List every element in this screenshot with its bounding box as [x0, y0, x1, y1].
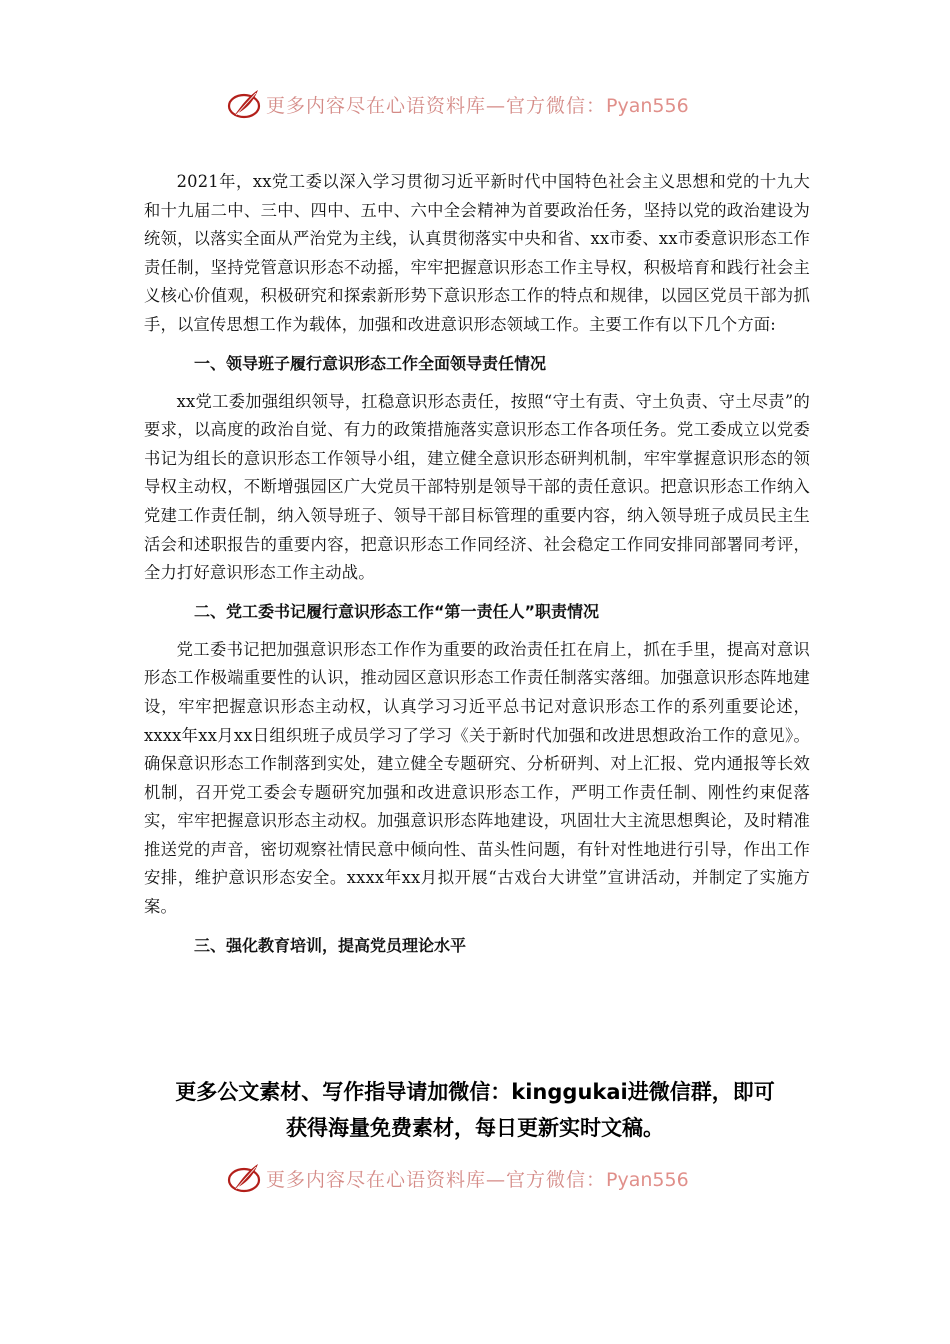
document-body: [144, 168, 810, 970]
feather-quill-icon: [226, 1160, 262, 1196]
watermark-header: [226, 84, 689, 124]
watermark-footer: [226, 1158, 689, 1198]
watermark-wechat-id: Pyan556: [606, 1168, 689, 1191]
feather-quill-icon: [226, 86, 262, 122]
watermark-wechat-id: Pyan556: [606, 94, 689, 117]
promo-line-2: 获得海量免费素材，每日更新实时文稿。: [286, 1116, 664, 1140]
promo-notice: [100, 1074, 850, 1146]
section-1-body: xx党工委加强组织领导，扛稳意识形态责任，按照“守土有责、守土负责、守土尽责”的要求，以高度的政治自觉、有力的政策措施落实意识形态工作各项任务。党工委成立以党委书记为组长的意识形态工作领导小组，建立健全意识形态研判机制，牢牢掌握意识形态的领导权主动权，不断增强园区广大党员干部特别是领导干部的责任意识。把意识形态工作纳入党建工作责任制，纳入领导班子、领导干部目标管理的重要内容，纳入领导班子成员民主生活会和述职报告的重要内容，把意识形态工作同经济、社会稳定工作同安排同部署同考评，全力打好意识形态工作主动战。: [144, 391, 810, 583]
section-2-heading: 二、党工委书记履行意识形态工作“第一责任人”职责情况: [194, 601, 600, 621]
promo-line-1: 更多公文素材、写作指导请加微信：kinggukai进微信群，即可: [175, 1080, 775, 1104]
watermark-text: 更多内容尽在心语资料库—官方微信：Pyan556: [266, 1168, 689, 1191]
intro-paragraph: 2021年，xx党工委以深入学习贯彻习近平新时代中国特色社会主义思想和党的十九大和十九届二中、三中、四中、五中、六中全会精神为首要政治任务，坚持以党的政治建设为统领，以落实全面从严治党为主线，认真贯彻落实中央和省、xx市委、xx市委意识形态工作责任制，坚持党管意识形态不动摇，牢牢把握意识形态工作主导权，积极培育和践行社会主义核心价值观，积极研究和探索新形势下意识形态工作的特点和规律，以园区党员干部为抓手，以宣传思想工作为载体，加强和改进意识形态领域工作。主要工作有以下几个方面:: [144, 172, 810, 334]
watermark-text: 更多内容尽在心语资料库—官方微信：Pyan556: [266, 94, 689, 117]
section-2-body: 党工委书记把加强意识形态工作作为重要的政治责任扛在肩上，抓在手里，提高对意识形态工作极端重要性的认识，推动园区意识形态工作责任制落实落细。加强意识形态阵地建设，牢牢把握意识形态主动权，认真学习习近平总书记对意识形态工作的系列重要论述，xxxx年xx月xx日组织班子成员学习了学习《关于新时代加强和改进思想政治工作的意见》。确保意识形态工作制落到实处，建立健全专题研究、分析研判、对上汇报、党内通报等长效机制，召开党工委会专题研究加强和改进意识形态工作，严明工作责任制、刚性约束促落实，牢牢把握意识形态主动权。加强意识形态阵地建设，巩固壮大主流思想舆论，及时精准推送党的声音，密切观察社情民意中倾向性、苗头性问题，有针对性地进行引导，作出工作安排，维护意识形态安全。xxxx年xx月拟开展“古戏台大讲堂”宣讲活动，并制定了实施方案。: [144, 639, 810, 917]
section-1-heading: 一、领导班子履行意识形态工作全面领导责任情况: [194, 353, 547, 373]
section-3-heading: 三、强化教育培训，提高党员理论水平: [194, 935, 467, 955]
